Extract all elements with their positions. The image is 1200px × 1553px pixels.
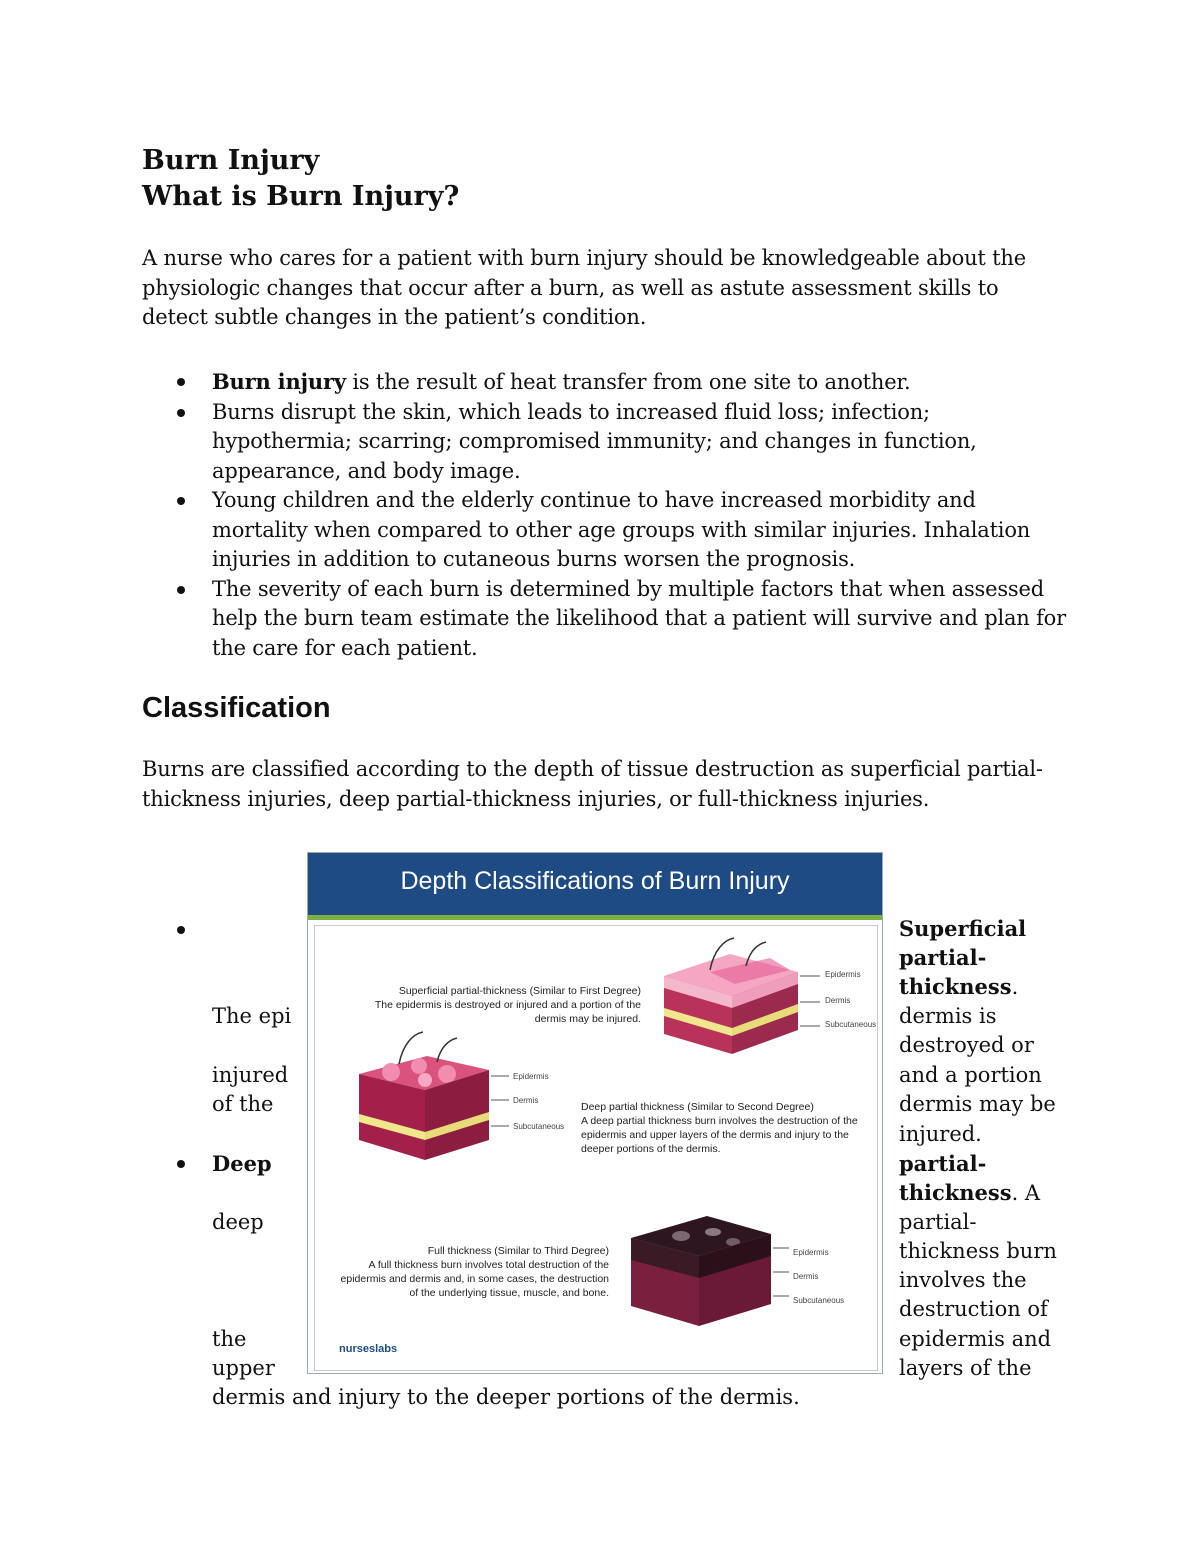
wrap-right-line: dermis is	[899, 1004, 997, 1028]
bullet-icon	[177, 1160, 185, 1168]
label-subcutaneous: Subcutaneous	[793, 1296, 845, 1305]
hair-strand	[437, 1038, 457, 1062]
list-item	[142, 398, 1072, 487]
wrap-right-line: injured.	[899, 1122, 982, 1146]
wrap-left-line: deep	[212, 1210, 264, 1234]
wrap-right-line: thickness burn	[899, 1239, 1057, 1263]
wrap-left-line: the	[212, 1327, 247, 1351]
bullet-text: The severity of each burn is determined by multiple factors that when assessed help the burn team estimate the likelihood that a patient will survive and plan for the care for each patient.	[212, 576, 1066, 660]
wrap-right-line: partial-	[899, 945, 987, 970]
figure-title: Depth Classifications of Burn Injury	[400, 867, 790, 895]
list-item	[142, 575, 1072, 664]
wrap-right-line: partial-	[899, 1210, 977, 1234]
list-item	[142, 486, 1072, 575]
bullet-text: Young children and the elderly continue to have increased morbidity and mortality when compared to other age groups with similar injuries. Inhalation injuries in addition to cutaneous burns worsen the prognosis.	[212, 488, 1031, 571]
deep-text: A deep partial thickness burn involves the destruction of the epidermis and upper layers of the dermis and injury to the deeper portions of the dermis.	[581, 1115, 858, 1155]
full-text: A full thickness burn involves total destruction of the epidermis and dermis and, in some cases, the destruction of the underlying tissue, muscle, and bone.	[340, 1259, 609, 1299]
bullet-text: Burns disrupt the skin, which leads to increased fluid loss; infection; hypothermia; scarring; compromised immunity; and changes in function, appearance, and body image.	[212, 399, 977, 483]
full-thickness-skin-illustration	[621, 1208, 821, 1338]
list-item	[142, 367, 1072, 398]
wrap-left-deep: Deep	[212, 1151, 272, 1176]
label-dermis: Dermis	[825, 996, 851, 1005]
wrap-right-line: dermis may be	[899, 1092, 1056, 1116]
wrap-left-line: of the	[212, 1092, 274, 1116]
figure-accent-line	[308, 915, 882, 920]
wrap-left-line: upper	[212, 1356, 275, 1380]
wrap-right-line: partial-	[899, 1151, 987, 1176]
label-epidermis: Epidermis	[825, 970, 861, 979]
wrap-right-line: involves the	[899, 1268, 1027, 1292]
wrap-right-bold: thickness	[899, 1180, 1012, 1205]
char-spot	[672, 1231, 690, 1241]
wrap-right-line	[899, 972, 1099, 1003]
bullet-icon	[177, 409, 185, 417]
wrap-right-line: destruction of	[899, 1297, 1048, 1321]
figure-header	[308, 853, 882, 915]
label-subcutaneous: Subcutaneous	[825, 1020, 877, 1029]
bullet-icon	[177, 926, 185, 934]
label-epidermis: Epidermis	[793, 1248, 829, 1257]
bullet-bold: Burn injury	[212, 369, 346, 394]
wrap-right-line: epidermis and	[899, 1327, 1052, 1351]
figure-body	[314, 925, 878, 1371]
bullet-icon	[177, 378, 185, 386]
wrap-right-text: . A	[1011, 1181, 1041, 1205]
label-dermis: Dermis	[513, 1096, 539, 1105]
blister	[411, 1058, 427, 1074]
wrap-last-line: dermis and injury to the deeper portions of the dermis.	[212, 1385, 800, 1409]
wrap-right-line: Superficial	[899, 916, 1027, 941]
page-subtitle: What is Burn Injury?	[142, 181, 460, 212]
bullet-text: is the result of heat transfer from one site to another.	[345, 370, 911, 394]
superficial-caption	[351, 984, 641, 1026]
blister	[438, 1065, 456, 1083]
burn-depth-figure	[307, 852, 883, 1374]
superficial-text: The epidermis is destroyed or injured and a portion of the dermis may be injured.	[374, 999, 641, 1025]
wrap-right-line: and a portion	[899, 1063, 1042, 1087]
wrap-right-line: destroyed or	[899, 1033, 1034, 1057]
classification-heading: Classification	[142, 692, 331, 724]
wrap-left-line: The epi	[212, 1004, 292, 1028]
wrap-right-line	[899, 1178, 1099, 1209]
bullet-icon	[177, 497, 185, 505]
deep-partial-caption	[581, 1100, 871, 1156]
label-epidermis: Epidermis	[513, 1072, 549, 1081]
full-thickness-caption	[339, 1244, 609, 1300]
wrap-right-text: .	[1011, 975, 1019, 999]
intro-paragraph: A nurse who cares for a patient with burn injury should be knowledgeable about the physiologic changes that occur after a burn, as well as astute assessment skills to detect subtle changes in the patient’s condition.	[142, 246, 1026, 329]
bullet-icon	[177, 586, 185, 594]
label-dermis: Dermis	[793, 1272, 819, 1281]
wrap-right-bold: thickness	[899, 974, 1012, 999]
page-title: Burn Injury	[142, 145, 320, 176]
blister	[382, 1063, 400, 1081]
classification-paragraph: Burns are classified according to the depth of tissue destruction as superficial partial-thickness injuries, deep partial-thickness injuries, or full-thickness injuries.	[142, 757, 1043, 811]
wrap-right-line: layers of the	[899, 1356, 1032, 1380]
char-spot	[705, 1228, 721, 1236]
blister	[418, 1073, 432, 1087]
superficial-heading: Superficial partial-thickness (Similar to First Degree)	[398, 985, 641, 997]
wrap-left-line: injured	[212, 1063, 289, 1087]
label-subcutaneous: Subcutaneous	[513, 1122, 565, 1131]
figure-logo: nurseslabs	[339, 1343, 398, 1355]
deep-heading: Deep partial thickness (Similar to Second Degree)	[581, 1101, 814, 1113]
bullet-list	[142, 367, 1072, 663]
full-heading: Full thickness (Similar to Third Degree)	[427, 1245, 609, 1257]
